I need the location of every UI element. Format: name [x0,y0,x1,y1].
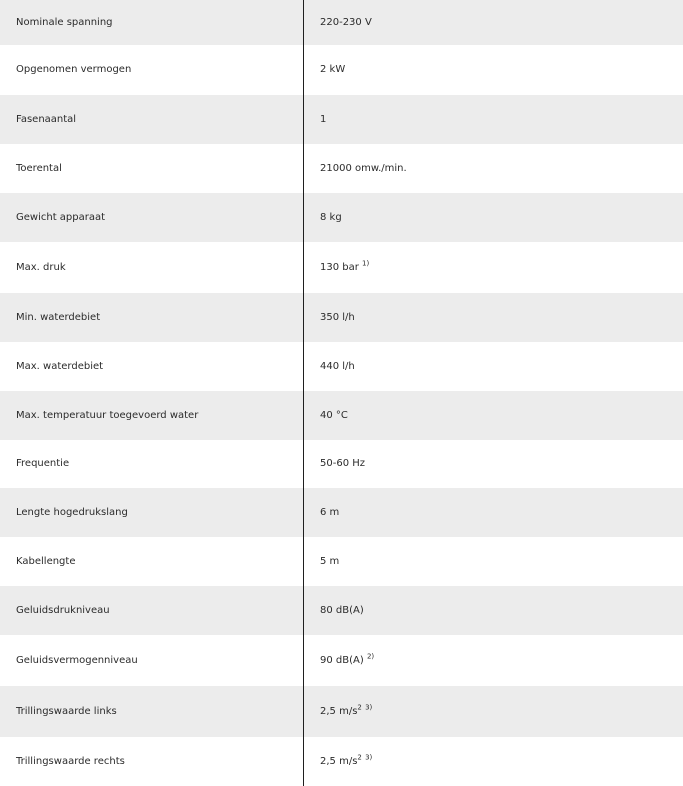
row-label: Geluidsdrukniveau [0,586,304,635]
value-text: 130 bar [320,262,359,273]
row-value [304,45,683,95]
table-row [0,242,683,293]
row-label: Trillingswaarde links [0,686,304,737]
row-value [304,488,683,537]
table-row [0,635,683,686]
exponent: 2 [357,753,361,761]
value-text: 2,5 m/s [320,756,357,767]
table-row [0,293,683,342]
row-value [304,391,683,440]
value-text: 90 dB(A) [320,655,364,666]
row-label: Gewicht apparaat [0,193,304,242]
value-text: 6 m [320,507,339,518]
row-value [304,537,683,586]
table-row [0,586,683,635]
value-text: 1 [320,114,326,125]
row-value [304,635,683,686]
row-label: Kabellengte [0,537,304,586]
row-value [304,440,683,488]
table-row [0,193,683,242]
row-value [304,193,683,242]
row-value [304,144,683,193]
table-row [0,95,683,144]
footnote-marker: 1) [362,259,369,267]
value-text: 40 °C [320,410,348,421]
table-row [0,0,683,45]
row-label: Max. waterdebiet [0,342,304,391]
table-row [0,440,683,488]
row-label: Opgenomen vermogen [0,45,304,95]
row-label: Min. waterdebiet [0,293,304,342]
exponent: 2 [357,703,361,711]
row-value [304,737,683,786]
footnote-marker: 3) [365,703,372,711]
row-value [304,0,683,45]
row-label: Frequentie [0,440,304,488]
value-text: 2,5 m/s [320,706,357,717]
table-row [0,391,683,440]
value-text: 5 m [320,556,339,567]
value-text: 8 kg [320,212,342,223]
value-text: 2 kW [320,64,345,75]
value-text: 440 l/h [320,361,355,372]
table-row [0,488,683,537]
row-value [304,686,683,737]
table-row [0,45,683,95]
row-value [304,242,683,293]
table-row [0,537,683,586]
value-text: 50-60 Hz [320,458,365,469]
table-row [0,342,683,391]
value-text: 80 dB(A) [320,605,364,616]
table-row [0,686,683,737]
row-label: Fasenaantal [0,95,304,144]
row-label: Lengte hogedrukslang [0,488,304,537]
row-value [304,586,683,635]
footnote-marker: 2) [367,652,374,660]
row-value [304,342,683,391]
value-text: 21000 omw./min. [320,163,407,174]
row-label: Toerental [0,144,304,193]
value-text: 350 l/h [320,312,355,323]
row-label: Max. temperatuur toegevoerd water [0,391,304,440]
table-row [0,144,683,193]
row-label: Geluidsvermogenniveau [0,635,304,686]
row-label: Nominale spanning [0,0,304,45]
row-value [304,95,683,144]
value-text: 220-230 V [320,17,372,28]
row-label: Max. druk [0,242,304,293]
table-row [0,737,683,786]
footnote-marker: 3) [365,753,372,761]
row-value [304,293,683,342]
row-label: Trillingswaarde rechts [0,737,304,786]
